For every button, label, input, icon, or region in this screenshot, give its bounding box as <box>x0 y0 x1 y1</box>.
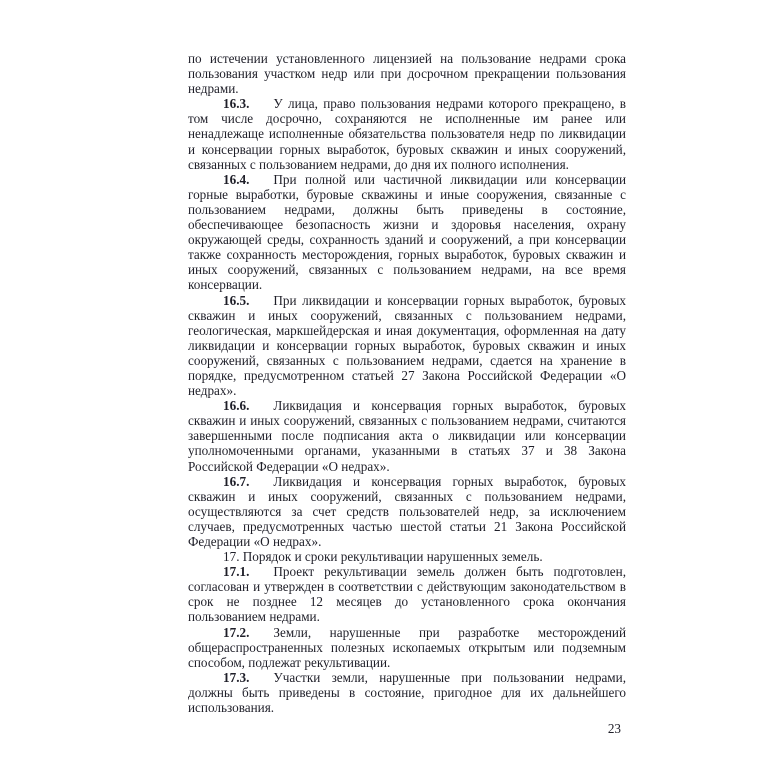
paragraph-text: 17. Порядок и сроки рекультивации нарушенных земель. <box>223 549 543 565</box>
paragraph-text: Ликвидация и консервация горных выработок, буровых скважин и иных сооружений, связанных с пользованием недрами, осуществляются за счет средств пользователей недр, за исключением случаев, предусмотренных частью шестой статьи 21 Закона Российской Федерации «О недрах». <box>188 473 626 549</box>
paragraph-text: При ликвидации и консервации горных выработок, буровых скважин и иных сооружений, связанных с пользованием недрами, геологическая, маркшейдерская и иная документация, оформленная на дату ликвидации и консервации горных выработок, буровых скважин и иных сооружений, связанных с пользованием недрами, сдается на хранение в порядке, предусмотренном статьей 27 Закона Российской Федерации «О недрах». <box>188 292 626 399</box>
clause-number: 16.7. <box>223 473 250 489</box>
text-block <box>188 51 626 715</box>
paragraph <box>188 96 626 171</box>
clause-number: 17.1. <box>223 564 250 580</box>
paragraph <box>188 293 626 399</box>
paragraph <box>188 51 626 96</box>
clause-number: 17.3. <box>223 669 250 685</box>
paragraph <box>188 564 626 624</box>
clause-number: 17.2. <box>223 624 250 640</box>
clause-number: 16.6. <box>223 398 250 414</box>
clause-number: 16.5. <box>223 292 250 308</box>
paragraph-text: Ликвидация и консервация горных выработок, буровых скважин и иных сооружений, связанных с пользованием недрами, считаются завершенными после подписания акта о ликвидации или консервации уполномоченными органами, указанными в статьях 37 и 38 Закона Российской Федерации «О недрах». <box>188 398 626 474</box>
paragraph <box>188 549 626 564</box>
clause-number: 16.4. <box>223 171 250 187</box>
paragraph <box>188 670 626 715</box>
paragraph-text: Земли, нарушенные при разработке месторождений общераспространенных полезных ископаемых открытым или подземным способом, подлежат рекультивации. <box>188 624 626 670</box>
page-number: 23 <box>607 721 621 736</box>
paragraph <box>188 172 626 293</box>
clause-number: 16.3. <box>223 96 250 112</box>
paragraph <box>188 474 626 549</box>
paragraph-text: по истечении установленного лицензией на пользование недрами срока пользования участком недр или при досрочном прекращении пользования недрами. <box>188 51 626 97</box>
paragraph-text: Участки земли, нарушенные при пользовании недрами, должны быть приведены в состояние, пригодное для их дальнейшего использования. <box>188 669 626 716</box>
paragraph-text: Проект рекультивации земель должен быть подготовлен, согласован и утвержден в соответствии с действующим законодательством в срок не позднее 12 месяцев до установленного срока окончания пользованием недрами. <box>188 564 626 625</box>
paragraph <box>188 398 626 473</box>
paragraph <box>188 625 626 670</box>
paragraph-text: При полной или частичной ликвидации или консервации горные выработки, буровые скважины и иные сооружения, связанные с пользованием недрами, должны быть приведены в состояние, обеспечивающее безопасность жизни и здоровья населения, охрану окружающей среды, сохранность зданий и сооружений, а при консервации также сохранность месторождения, горных выработок, буровых скважин и иных сооружений, связанных с пользованием недрами, на все время консервации. <box>188 171 626 293</box>
paragraph-text: У лица, право пользования недрами которого прекращено, в том числе досрочно, сохраняются не исполненные им ранее или ненадлежаще исполненные обязательства пользователя недр по ликвидации и консервации горных выработок, буровых скважин и иных сооружений, связанных с пользованием недрами, до дня их полного исполнения. <box>188 96 626 172</box>
